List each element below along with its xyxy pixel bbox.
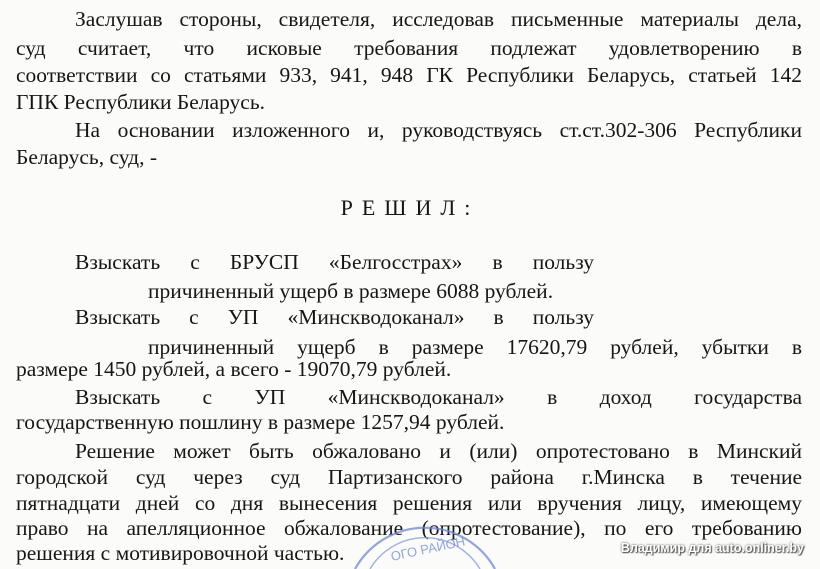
watermark: Владимир для auto.onliner.by (620, 541, 804, 555)
text-line: На основании изложенного и, руководствуясь ст.ст.302-306 Республики (75, 118, 802, 142)
text-line: причиненный ущерб в размере 6088 рублей. (148, 279, 554, 303)
text-line: Взыскать с БРУСП «Белгосстрах» в пользу (75, 250, 594, 274)
text-line: Взыскать с УП «Минскводоканал» в доход государства (75, 385, 802, 409)
decision-heading: РЕШИЛ: (340, 195, 480, 220)
text-line: Заслушав стороны, свидетеля, исследовав письменные материалы дела, (75, 7, 802, 31)
text-line: причиненный ущерб в размере 17620,79 рублей, убытки в (148, 335, 802, 359)
text-line: ГПК Республики Беларусь. (16, 90, 266, 114)
text-line: Взыскать с УП «Минскводоканал» в пользу (75, 305, 594, 329)
text-line: городской суд через суд Партизанского района г.Минска в течение (16, 465, 802, 489)
text-line: Решение может быть обжаловано и (или) опротестовано в Минский (75, 439, 802, 463)
text-line: соответствии со статьями 933, 941, 948 ГК Республики Беларусь, статьей 142 (16, 63, 802, 87)
stamp-text: ОГО РАЙОН (389, 533, 467, 564)
text-line: суд считает, что исковые требования подлежат удовлетворению в (16, 36, 802, 60)
text-line: государственную пошлину в размере 1257,94 рублей. (16, 410, 505, 434)
text-line: пятнадцати дней со дня вынесения решения или вручения лицу, имеющему (16, 491, 802, 515)
text-line: Беларусь, суд, - (16, 145, 157, 169)
text-line: размере 1450 рублей, а всего - 19070,79 рублей. (16, 357, 452, 381)
text-line: решения с мотивировочной частью. (16, 541, 345, 565)
text-line: право на апелляционное обжалование (опротестование), по его требованию (16, 516, 802, 540)
